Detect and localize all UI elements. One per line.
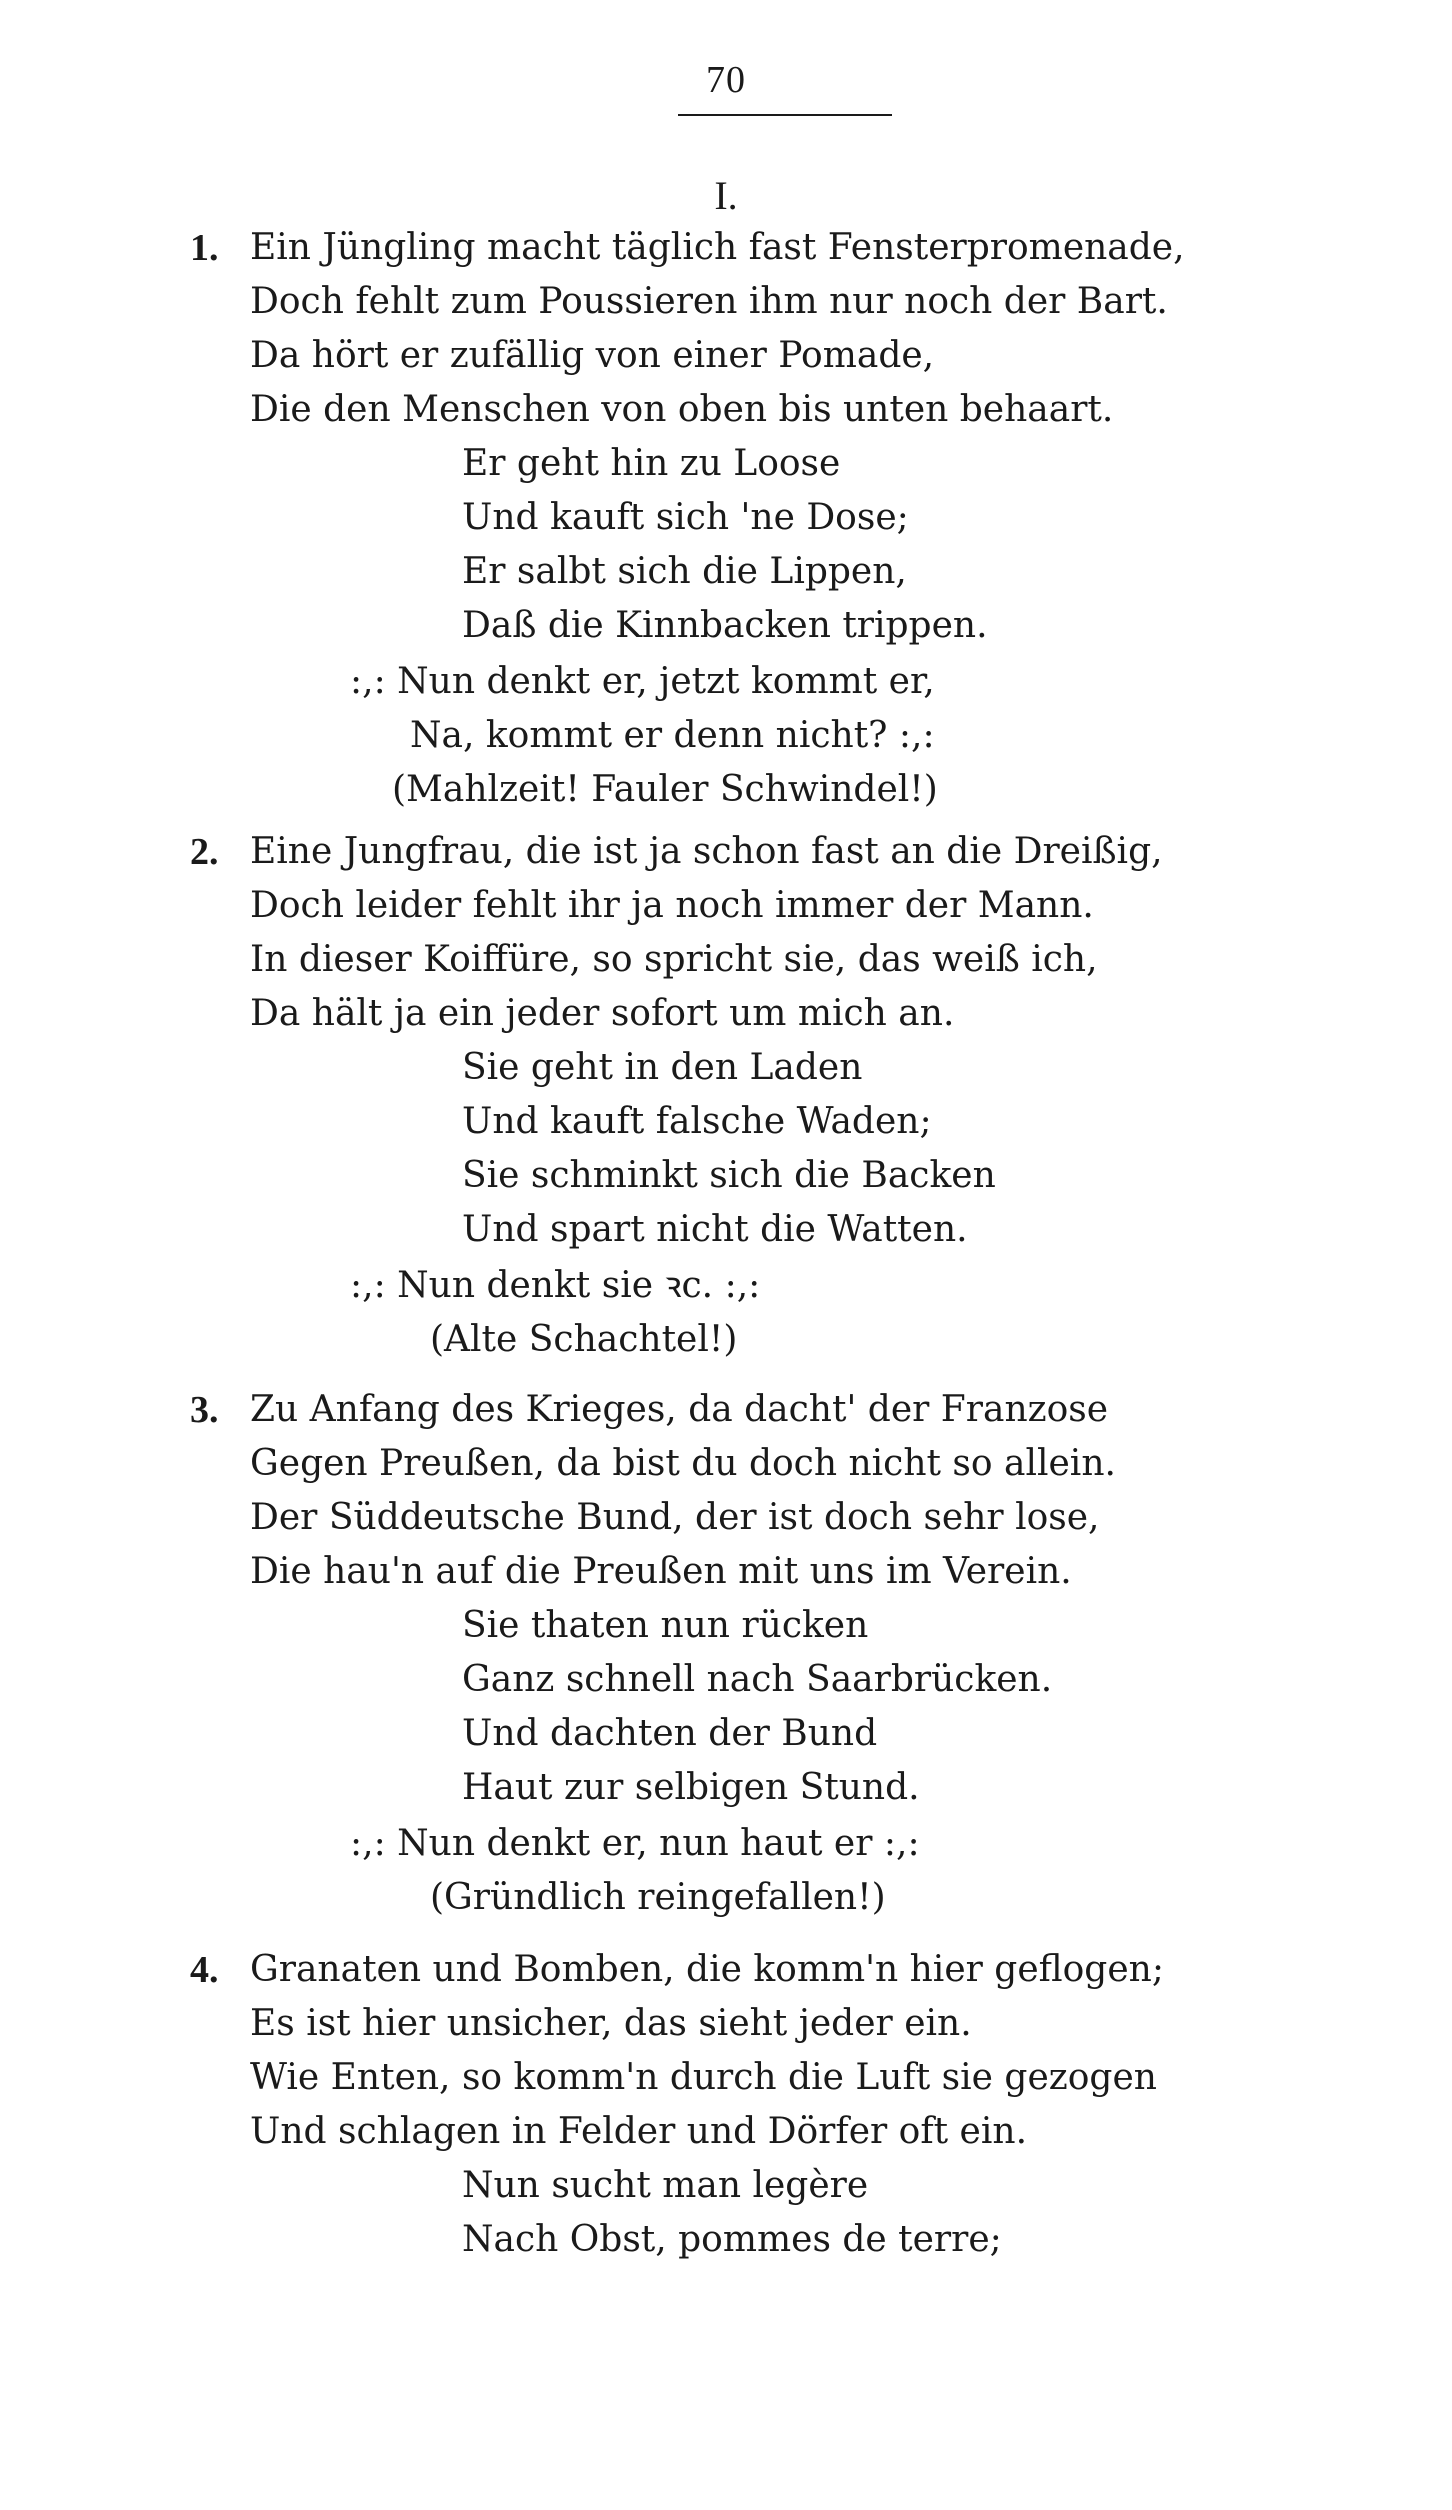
refrain-line: Sie schminkt sich die Backen — [462, 1155, 996, 1196]
verse-line: Die den Menschen von oben bis unten behaart. — [250, 389, 1114, 430]
refrain-line: Sie geht in den Laden — [462, 1047, 863, 1088]
aside-line: (Gründlich reingefallen!) — [430, 1877, 886, 1918]
refrain-line: Er geht hin zu Loose — [462, 443, 841, 484]
verse-line: Da hält ja ein jeder sofort um mich an. — [250, 993, 955, 1034]
refrain-line: Haut zur selbigen Stund. — [462, 1767, 920, 1808]
verse-line: Zu Anfang des Krieges, da dacht' der Franzose — [250, 1389, 1109, 1430]
verse-line: Wie Enten, so komm'n durch die Luft sie gezogen — [250, 2057, 1157, 2098]
refrain-line: Und kauft sich 'ne Dose; — [462, 497, 909, 538]
verse-line: Und schlagen in Felder und Dörfer oft ein. — [250, 2111, 1028, 2152]
refrain-line: Ganz schnell nach Saarbrücken. — [462, 1659, 1053, 1700]
verse-line: Die hau'n auf die Preußen mit uns im Verein. — [250, 1551, 1072, 1592]
verse-line: Ein Jüngling macht täglich fast Fensterpromenade, — [250, 227, 1185, 268]
chorus-line: :,: Nun denkt er, nun haut er :,: — [350, 1823, 920, 1864]
stanza-number: 2. — [190, 831, 219, 873]
page-number-rule — [678, 114, 892, 116]
verse-line: Doch leider fehlt ihr ja noch immer der Mann. — [250, 885, 1094, 926]
chorus-line: Na, kommt er denn nicht? :,: — [410, 715, 935, 756]
refrain-line: Und kauft falsche Waden; — [462, 1101, 932, 1142]
aside-line: (Alte Schachtel!) — [430, 1319, 738, 1360]
chorus-line: :,: Nun denkt er, jetzt kommt er, — [350, 661, 935, 702]
verse-line: Da hört er zufällig von einer Pomade, — [250, 335, 935, 376]
verse-line: Doch fehlt zum Poussieren ihm nur noch der Bart. — [250, 281, 1168, 322]
verse-line: Eine Jungfrau, die ist ja schon fast an die Dreißig, — [250, 831, 1163, 872]
verse-line: In dieser Koiffüre, so spricht sie, das weiß ich, — [250, 939, 1098, 980]
refrain-line: Sie thaten nun rücken — [462, 1605, 869, 1646]
refrain-line: Er salbt sich die Lippen, — [462, 551, 907, 592]
refrain-line: Daß die Kinnbacken trippen. — [462, 605, 988, 646]
stanza-number: 1. — [190, 227, 219, 269]
page-number: 70 — [706, 59, 746, 101]
refrain-line: Und dachten der Bund — [462, 1713, 878, 1754]
verse-line: Gegen Preußen, da bist du doch nicht so allein. — [250, 1443, 1116, 1484]
section-heading: I. — [714, 173, 738, 218]
refrain-line: Nach Obst, pommes de terre; — [462, 2219, 1002, 2260]
refrain-line: Nun sucht man legère — [462, 2165, 869, 2206]
verse-line: Der Süddeutsche Bund, der ist doch sehr lose, — [250, 1497, 1100, 1538]
refrain-line: Und spart nicht die Watten. — [462, 1209, 968, 1250]
stanza-number: 3. — [190, 1389, 219, 1431]
aside-line: (Mahlzeit! Fauler Schwindel!) — [392, 769, 938, 810]
stanza-number: 4. — [190, 1949, 219, 1991]
verse-line: Granaten und Bomben, die komm'n hier geflogen; — [250, 1949, 1164, 1990]
verse-line: Es ist hier unsicher, das sieht jeder ein. — [250, 2003, 972, 2044]
chorus-line: :,: Nun denkt sie ꝛc. :,: — [350, 1265, 761, 1306]
